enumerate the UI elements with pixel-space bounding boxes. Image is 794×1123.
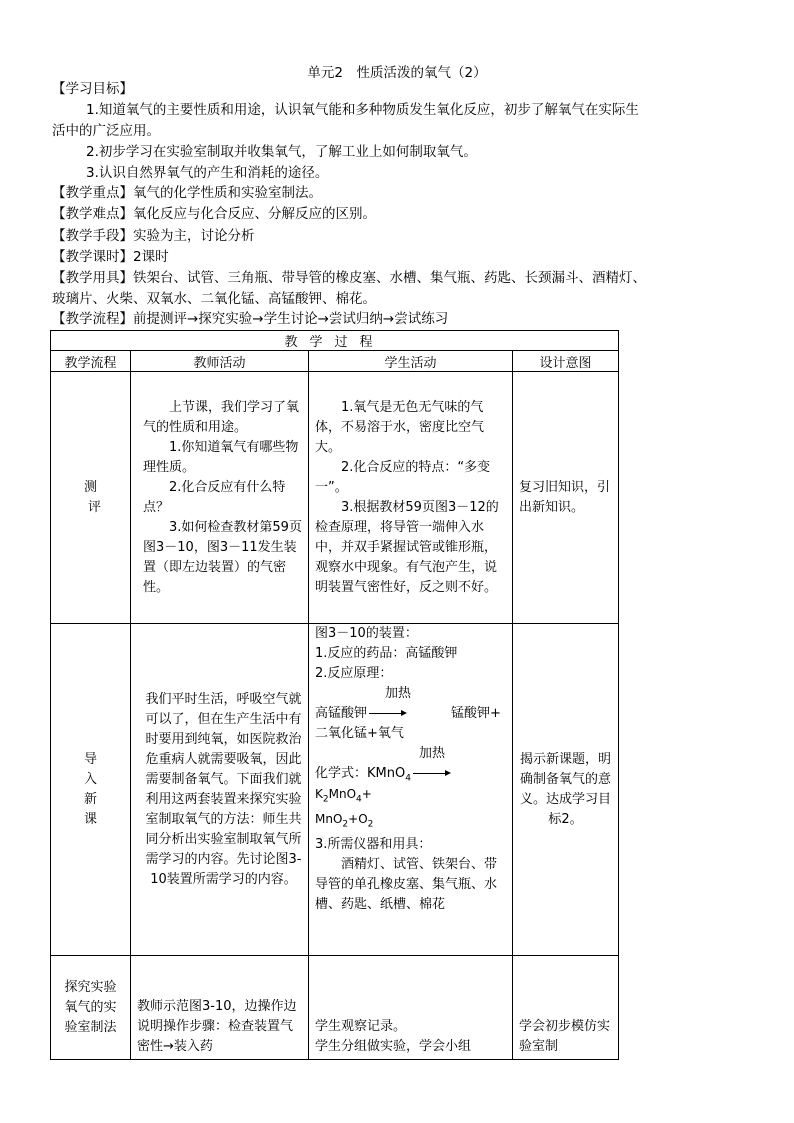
teaching-tools-line-1: 【教学用具】铁架台、试管、三角瓶、带导管的橡皮塞、水槽、集气瓶、药匙、长颈漏斗、酒精灯、 — [52, 270, 646, 286]
student-text: 1.氧气是无色无气味的气体，不易溶于水，密度比空气大。 — [315, 399, 485, 455]
arrow-icon — [369, 713, 405, 714]
teacher-activity-cell — [131, 956, 309, 1060]
formula-subscript: 2 — [342, 819, 349, 830]
teacher-text: 上节课，我们学习了氧气的性质和用途。 — [143, 399, 300, 435]
design-intent-cell — [513, 624, 619, 956]
stage-char: 课 — [83, 811, 97, 827]
product-text: 二氧化锰+氧气 — [315, 726, 404, 741]
teaching-hours: 【教学课时】2课时 — [52, 249, 169, 265]
student-text: 3.所需仪器和用具： — [315, 836, 432, 852]
stage-char: 新 — [83, 791, 97, 807]
formula-text: K — [315, 787, 323, 801]
student-text: 学生观察记录。 — [315, 1019, 407, 1034]
design-intent-cell — [513, 372, 619, 624]
student-text: 3.根据教材59页图3－12的检查原理，将导管一端伸入水中，并双手紧握试管或锥形瓶，观察水中现象。有气泡产生，说明装置气密性好，反之则不好。 — [315, 499, 499, 595]
stage-char: 导 — [83, 751, 97, 767]
stage-text: 验室制法 — [64, 1019, 117, 1035]
header-student: 学生活动 — [309, 351, 513, 372]
formula-text: + — [361, 787, 372, 801]
stage-char: 评 — [87, 499, 101, 515]
formula-text: 化学式：KMnO — [315, 766, 406, 781]
table-banner: 教学过程 — [51, 331, 619, 351]
teacher-text: 教师示范图3-10，边操作边说明操作步骤：检查装置气密性→装入药 — [137, 999, 297, 1054]
student-activity-cell — [309, 956, 513, 1060]
table-banner-row — [51, 331, 619, 351]
teaching-difficulty: 【教学难点】氧化反应与化合反应、分解反应的区别。 — [52, 206, 376, 222]
header-stage: 教学流程 — [51, 351, 131, 372]
header-intent: 设计意图 — [513, 351, 619, 372]
student-activity-cell — [309, 372, 513, 624]
formula-text: +O — [348, 812, 368, 827]
student-activity-cell — [309, 624, 513, 956]
table-row — [51, 956, 619, 1060]
intent-text: 揭示新课题，明确制备氧气的意义。达成学习目标2。 — [520, 751, 612, 827]
stage-char: 测 — [83, 479, 97, 495]
stage-text: 探究实验 — [64, 979, 117, 995]
teacher-activity-cell — [131, 624, 309, 956]
intent-text: 复习旧知识，引出新知识。 — [519, 479, 611, 515]
stage-cell-experiment — [51, 956, 131, 1060]
teacher-text: 2.化合反应有什么特点？ — [143, 479, 286, 515]
table-header-row — [51, 351, 619, 372]
student-text: 2.反应原理： — [315, 666, 393, 681]
formula-equation — [315, 764, 506, 784]
teacher-text: 3.如何检查教材第59页图3－10，图3－11发生装置（即左边装置）的气密性。 — [143, 519, 302, 595]
student-text: 酒精灯、试管、铁架台、带导管的单孔橡皮塞、集气瓶、水槽、药匙、纸槽、棉花 — [315, 856, 498, 912]
formula-text: MnO — [315, 812, 343, 827]
table-row — [51, 372, 619, 624]
teacher-activity-cell — [131, 372, 309, 624]
product-text: 锰酸钾+ — [451, 706, 501, 721]
objective-1-line-2: 活中的广泛应用。 — [52, 123, 160, 139]
table-row — [51, 624, 619, 956]
formula-subscript: 4 — [405, 773, 411, 784]
student-text: 1.反应的药品：高锰酸钾 — [315, 646, 458, 661]
teaching-method: 【教学手段】实验为主，讨论分析 — [52, 228, 255, 244]
stage-text: 氧气的实 — [64, 999, 117, 1015]
reaction-condition: 加热 — [385, 686, 412, 701]
student-text: 2.化合反应的特点：“多变一”。 — [315, 459, 491, 495]
stage-char: 入 — [83, 771, 97, 787]
document-title: 单元2 性质活泼的氧气（2） — [307, 65, 487, 81]
objective-3: 3.认识自然界氧气的产生和消耗的途径。 — [86, 165, 329, 181]
teacher-text: 1.你知道氧气有哪些物理性质。 — [143, 439, 299, 475]
design-intent-cell — [513, 956, 619, 1060]
objective-2: 2.初步学习在实验室制取并收集氧气，了解工业上如何制取氧气。 — [86, 144, 477, 160]
teaching-tools-line-2: 玻璃片、火柴、双氧水、二氧化锰、高锰酸钾、棉花。 — [52, 291, 376, 307]
stage-cell-assessment — [51, 372, 131, 624]
teaching-focus: 【教学重点】氧气的化学性质和实验室制法。 — [52, 185, 322, 201]
objective-1-line-1: 1.知道氧气的主要性质和用途，认识氧气能和多种物质发生氧化反应，初步了解氧气在实际生 — [86, 102, 639, 118]
student-text: 学生分组做实验，学会小组 — [315, 1039, 472, 1054]
header-teacher: 教师活动 — [131, 351, 309, 372]
formula-text: MnO — [328, 787, 357, 801]
formula-subscript: 4 — [356, 794, 362, 805]
formula-subscript: 2 — [367, 819, 374, 830]
reactant-text: 高锰酸钾 — [315, 706, 368, 721]
student-text: 图3－10的装置： — [315, 626, 418, 641]
word-equation — [315, 704, 506, 724]
reaction-condition: 加热 — [419, 746, 446, 761]
intent-text: 学会初步模仿实验室制 — [519, 1019, 611, 1054]
teaching-process-table — [50, 330, 619, 1060]
formula-subscript: 2 — [322, 794, 329, 805]
arrow-icon — [413, 773, 449, 774]
stage-cell-new-lesson — [51, 624, 131, 956]
objectives-heading: 【学习目标】 — [52, 81, 133, 97]
teaching-flow: 【教学流程】前提测评→探究实验→学生讨论→尝试归纳→尝试练习 — [52, 311, 449, 327]
teacher-text: 我们平时生活，呼吸空气就可以了，但在生产生活中有时要用到纯氧，如医院救治危重病人就需要吸氧，因此需要制备氧气。下面我们就利用这两套装置来探究实验室制取氧气的方法：师生共同分析出实验室制取氧气所需学习的内容。先讨论图3-10装置所需学习的内容。 — [145, 691, 302, 887]
